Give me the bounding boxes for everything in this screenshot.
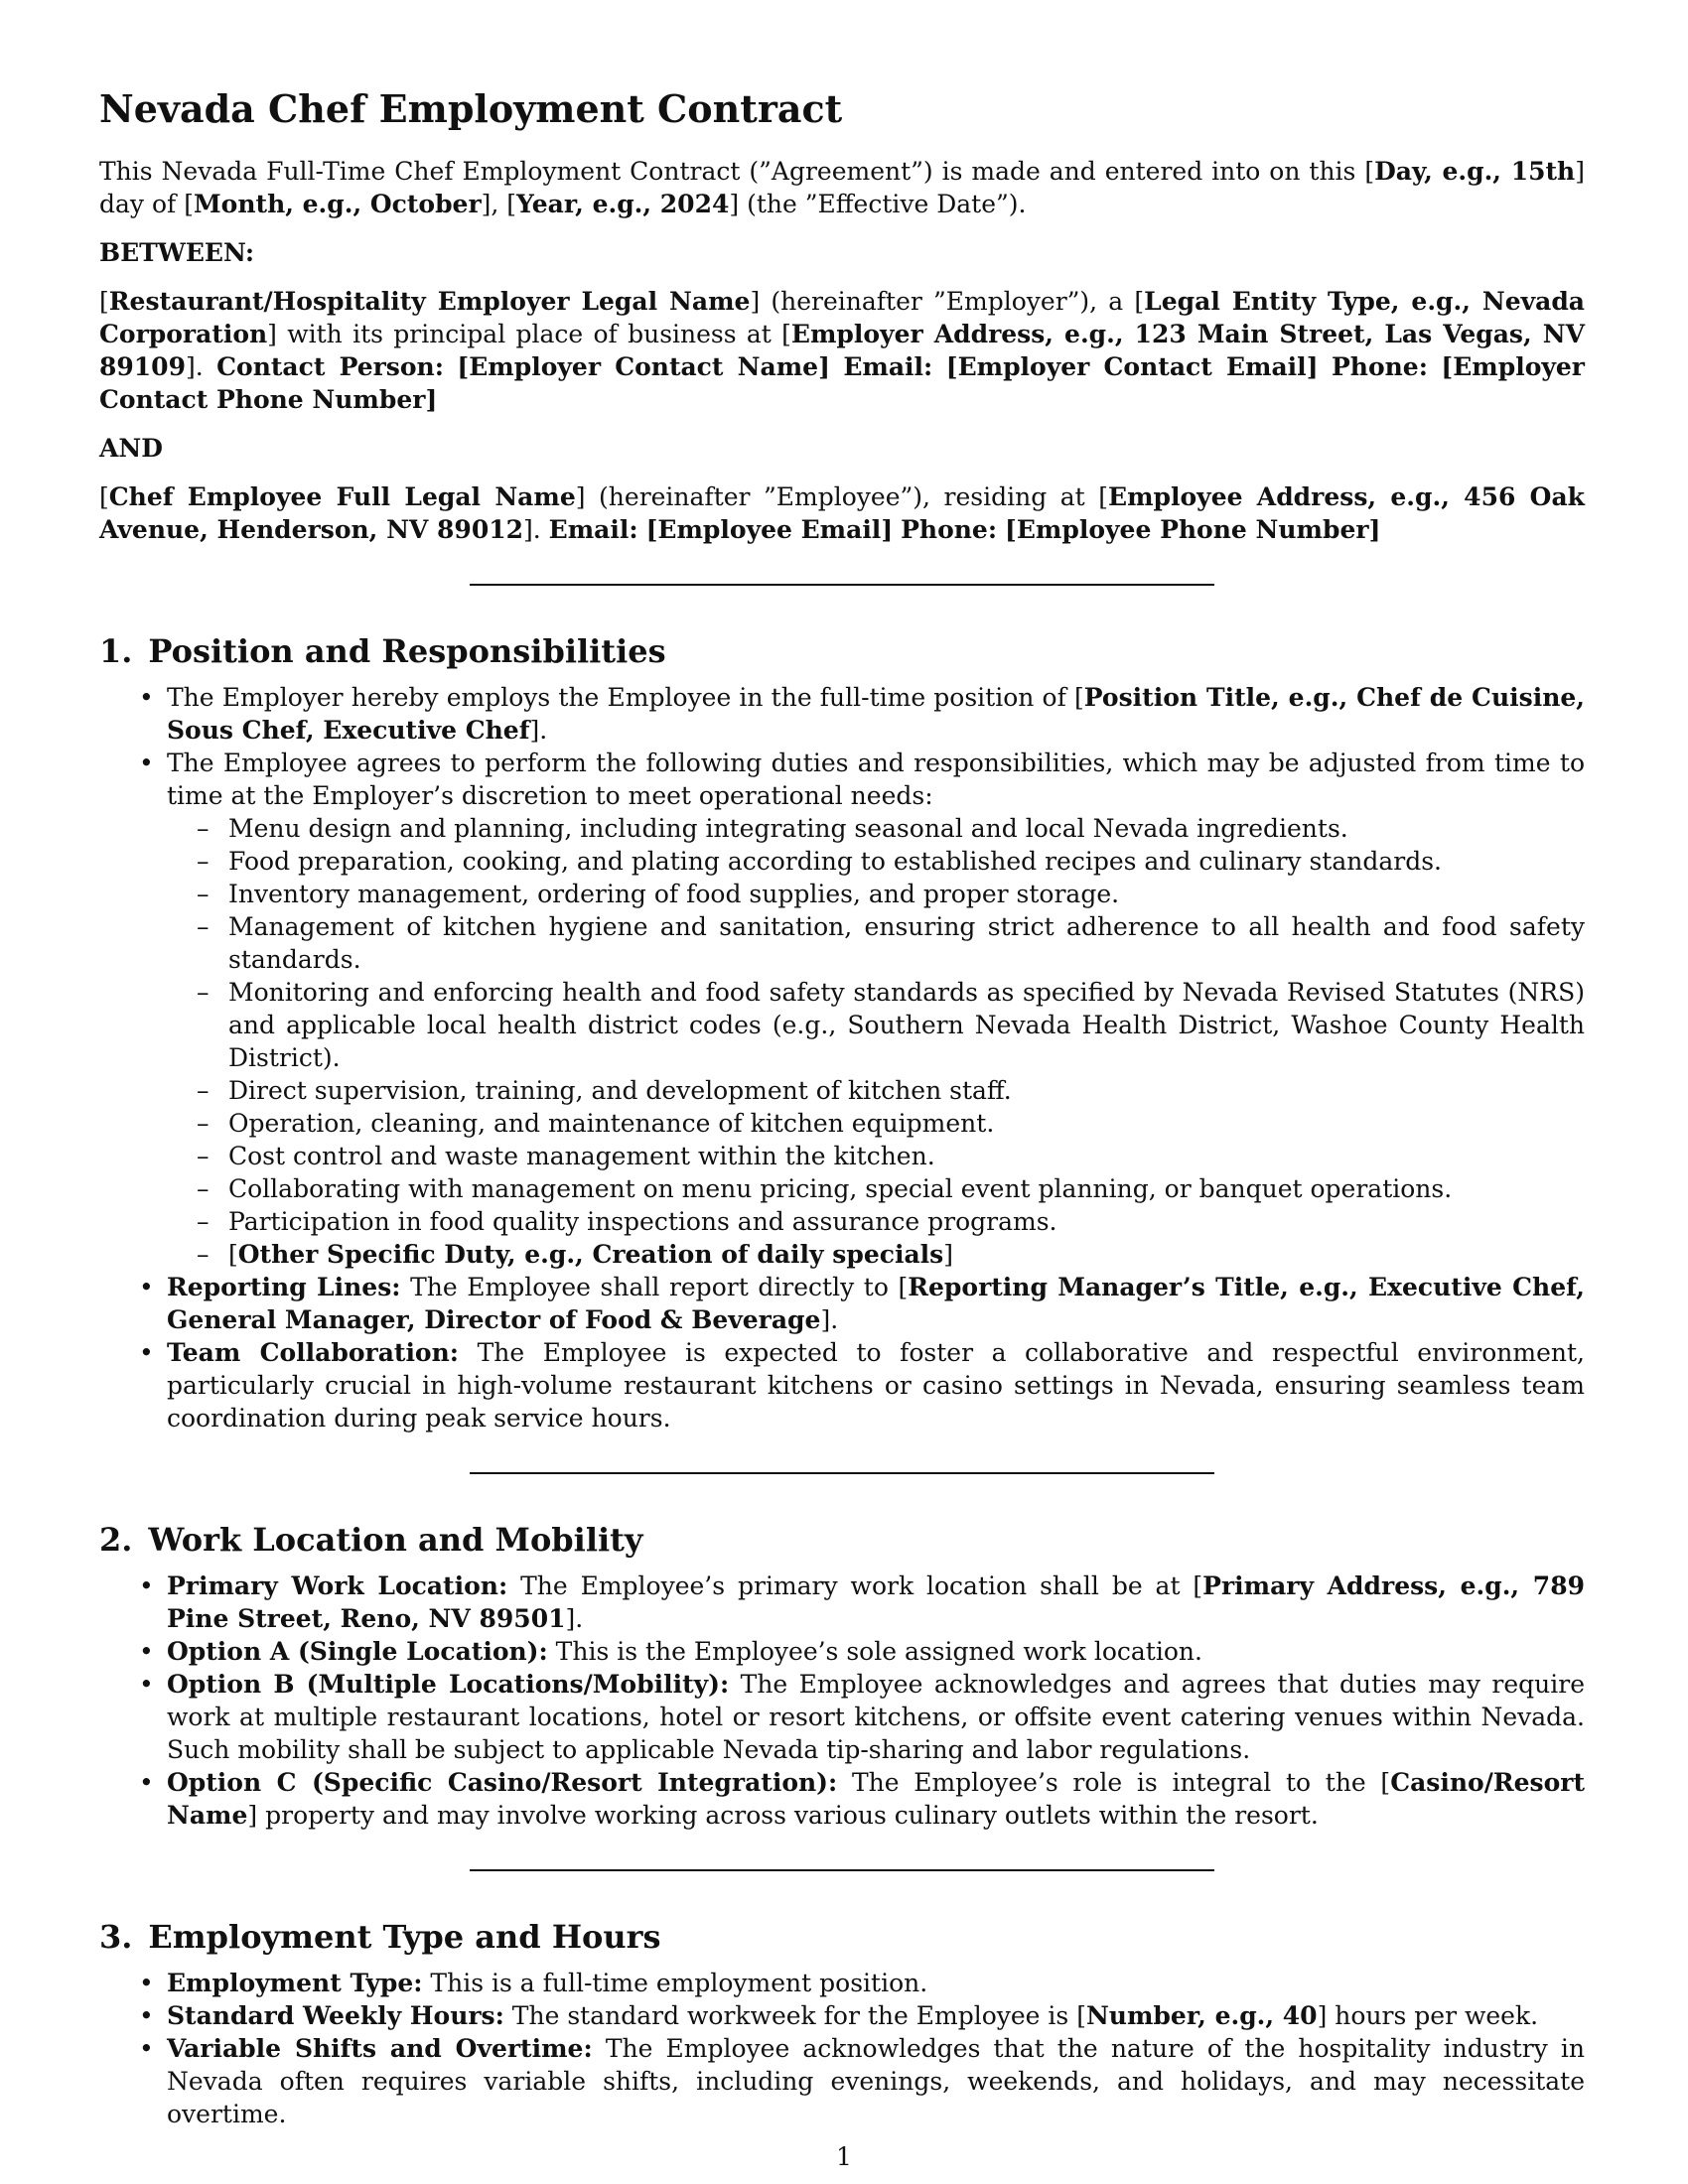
and-label: AND: [99, 434, 163, 463]
employer-name-placeholder: Restaurant/Hospitality Employer Legal Name: [108, 287, 751, 316]
team-item: • Team Collaboration: The Employee is expected to foster a collaborative and respectful environment, particularly crucial in high-volume restaurant kitchens or casino settings in Nevada, ensuring seamless team coordination during peak service hours.: [99, 1336, 1585, 1434]
duties-item: • The Employee agrees to perform the following duties and responsibilities, which may be adjusted from time to time at the Employer’s discretion to meet operational needs: – Menu design and planning, including integrating seasonal and local Nevada ingredients. – Food preparation, cooking, and plating according to established recipes and culinary standards. – Inventory management, ordering of food supplies, and proper storage. – Management of kitchen hygiene and sanitation, ensuring strict adherence to all health and food safety standards. – Monitoring and enforcing health and food safety standards as specified by Nevada Revised Statutes (NRS) and applicable local health district codes (e.g., Southern Nevada Health District, Washoe County Health District). – Direct supervision, training, and development of kitchen staff. – Operation, cleaning, and maintenance of kitchen equipment. – Cost control and waste management within the kitchen. – Collaborating with management on menu pricing, special event planning, or banquet operations. – Participation in food quality inspections and assurance programs. – [Other Specific Duty, e.g., Creation of daily specials]: [99, 747, 1585, 1271]
employer-phone-label: Phone:: [1331, 352, 1428, 381]
duty-item: – Participation in food quality inspections and assurance programs.: [167, 1205, 1585, 1238]
section-1-heading: 1. Position and Responsibilities: [99, 632, 666, 670]
employee-phone-placeholder: Employee Phone Number: [1016, 515, 1369, 544]
option-c-label: Option C (Specific Casino/Resort Integration):: [167, 1768, 838, 1797]
section-2-list: [99, 1570, 1585, 1832]
team-label: Team Collaboration:: [167, 1338, 460, 1367]
year-placeholder: Year, e.g., 2024: [516, 190, 730, 218]
contact-person-label: Contact Person:: [216, 352, 444, 381]
page-number: 1: [836, 2142, 852, 2171]
document-body: [99, 85, 1585, 2130]
variable-shifts-label: Variable Shifts and Overtime:: [167, 2034, 593, 2063]
intro-paragraph: This Nevada Full-Time Chef Employment Contract (”Agreement”) is made and entered into on this [Day, e.g., 15th] day of [Month, e.g., October], [Year, e.g., 2024] (the ”Effective Date”).: [99, 157, 1585, 218]
employee-paragraph: [Chef Employee Full Legal Name] (hereinafter ”Employee”), residing at [Employee Address, e.g., 456 Oak Avenue, Henderson, NV 89012]. Email: [Employee Email] Phone: [Employee Phone Number]: [99, 482, 1585, 544]
hours-number-placeholder: Number, e.g., 40: [1085, 2001, 1318, 2030]
primary-location-label: Primary Work Location:: [167, 1571, 508, 1600]
option-b-label: Option B (Multiple Locations/Mobility):: [167, 1670, 730, 1699]
duty-item-other: – [Other Specific Duty, e.g., Creation of daily specials]: [167, 1238, 1585, 1271]
employer-contact-placeholder: Employer Contact Name: [469, 352, 819, 381]
duty-item: – Menu design and planning, including integrating seasonal and local Nevada ingredients.: [167, 812, 1585, 845]
reporting-manager-placeholder: Reporting Manager’s Title, e.g., Executive Chef, General Manager, Director of Food & Beverage: [167, 1273, 1586, 1334]
option-c-item: • Option C (Specific Casino/Resort Integration): The Employee’s role is integral to the [Casino/Resort Name] property and may involve working across various culinary outlets within the resort.: [99, 1766, 1585, 1832]
employee-address-placeholder: Employee Address, e.g., 456 Oak Avenue, Henderson, NV 89012: [99, 482, 1585, 544]
entity-type-placeholder: Legal Entity Type, e.g., Nevada Corporation: [99, 287, 1585, 348]
employer-address-placeholder: Employer Address, e.g., 123 Main Street, Las Vegas, NV 89109: [99, 320, 1585, 381]
employment-type-label: Employment Type:: [167, 1969, 423, 1997]
duty-item: – Food preparation, cooking, and plating according to established recipes and culinary standards.: [167, 845, 1585, 878]
option-a-label: Option A (Single Location):: [167, 1637, 548, 1666]
duties-list: [167, 812, 1585, 1271]
section-2-heading: 2. Work Location and Mobility: [99, 1521, 643, 1559]
position-item: • The Employer hereby employs the Employee in the full-time position of [Position Title, e.g., Chef de Cuisine, Sous Chef, Executive Chef].: [99, 681, 1585, 747]
section-1-list: [99, 681, 1585, 1434]
duty-item: – Management of kitchen hygiene and sanitation, ensuring strict adherence to all health and food safety standards.: [167, 910, 1585, 976]
duty-item: – Direct supervision, training, and development of kitchen staff.: [167, 1074, 1585, 1107]
reporting-item: • Reporting Lines: The Employee shall report directly to [Reporting Manager’s Title, e.g., Executive Chef, General Manager, Director of Food & Beverage].: [99, 1271, 1585, 1336]
employee-email-placeholder: Employee Email: [657, 515, 882, 544]
weekly-hours-label: Standard Weekly Hours:: [167, 2001, 504, 2030]
section-divider: [470, 1472, 1214, 1474]
duty-item: – Operation, cleaning, and maintenance of kitchen equipment.: [167, 1107, 1585, 1140]
employer-paragraph: [Restaurant/Hospitality Employer Legal Name] (hereinafter ”Employer”), a [Legal Entity Type, e.g., Nevada Corporation] with its principal place of business at [Employer Address, e.g., 123 Main Street, Las Vegas, NV 89109]. Contact Person: [Employer Contact Name] Email: [Employer Contact Email] Phone: [Employer Contact Phone Number]: [99, 287, 1585, 414]
employee-name-placeholder: Chef Employee Full Legal Name: [108, 482, 576, 511]
section-divider: [470, 1869, 1214, 1871]
employment-type-item: • Employment Type: This is a full-time employment position.: [99, 1967, 1585, 1999]
day-placeholder: Day, e.g., 15th: [1374, 157, 1576, 186]
primary-location-item: • Primary Work Location: The Employee’s primary work location shall be at [Primary Address, e.g., 789 Pine Street, Reno, NV 89501].: [99, 1570, 1585, 1635]
duty-item: – Collaborating with management on menu pricing, special event planning, or banquet operations.: [167, 1172, 1585, 1205]
other-duty-placeholder: Other Specific Duty, e.g., Creation of daily specials: [237, 1240, 944, 1269]
document-title: Nevada Chef Employment Contract: [99, 86, 843, 131]
primary-address-placeholder: Primary Address, e.g., 789 Pine Street, Reno, NV 89501: [167, 1571, 1585, 1633]
position-title-placeholder: Position Title, e.g., Chef de Cuisine, Sous Chef, Executive Chef: [167, 683, 1585, 745]
duty-item: – Monitoring and enforcing health and food safety standards as specified by Nevada Revised Statutes (NRS) and applicable local health district codes (e.g., Southern Nevada Health District, Washoe County Health District).: [167, 976, 1585, 1074]
weekly-hours-item: • Standard Weekly Hours: The standard workweek for the Employee is [Number, e.g., 40] hours per week.: [99, 1999, 1585, 2032]
reporting-label: Reporting Lines:: [167, 1273, 401, 1301]
duty-item: – Inventory management, ordering of food supplies, and proper storage.: [167, 878, 1585, 910]
casino-name-placeholder: Casino/Resort Name: [167, 1768, 1585, 1830]
variable-shifts-item: • Variable Shifts and Overtime: The Employee acknowledges that the nature of the hospitality industry in Nevada often requires variable shifts, including evenings, weekends, and holidays, and may necessitate overtime.: [99, 2032, 1585, 2130]
between-label: BETWEEN:: [99, 238, 255, 267]
section-3-heading: 3. Employment Type and Hours: [99, 1918, 661, 1956]
employer-phone-placeholder: Employer Contact Phone Number: [99, 352, 1585, 414]
option-b-item: • Option B (Multiple Locations/Mobility): The Employee acknowledges and agrees that duties may require work at multiple restaurant locations, hotel or resort kitchens, or offsite event catering venues within Nevada. Such mobility shall be subject to applicable Nevada tip-sharing and labor regulations.: [99, 1668, 1585, 1766]
employee-phone-label: Phone:: [901, 515, 998, 544]
month-placeholder: Month, e.g., October: [194, 190, 482, 218]
employee-email-label: Email:: [548, 515, 638, 544]
option-a-item: • Option A (Single Location): This is the Employee’s sole assigned work location.: [99, 1635, 1585, 1668]
employer-email-label: Email:: [843, 352, 933, 381]
employer-email-placeholder: Employer Contact Email: [957, 352, 1307, 381]
section-3-list: [99, 1967, 1585, 2130]
duty-item: – Cost control and waste management within the kitchen.: [167, 1140, 1585, 1172]
section-divider: [470, 584, 1214, 586]
